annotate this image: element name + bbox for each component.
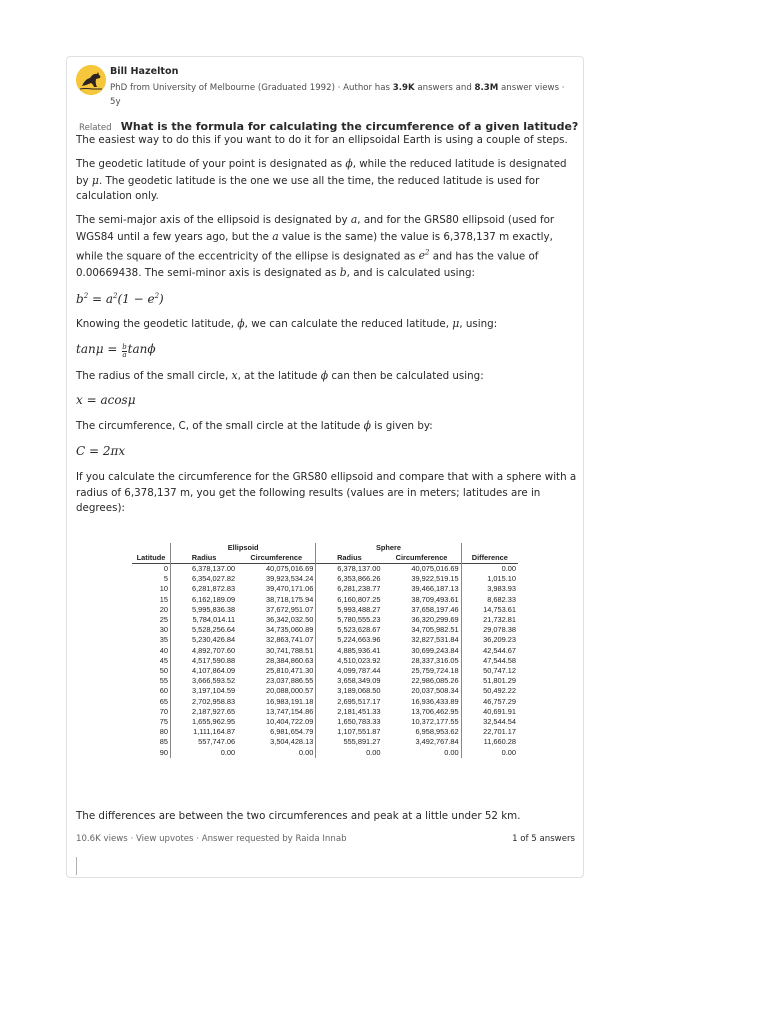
views-count-link: 10.6K views xyxy=(76,834,128,844)
table-cell: 50,492.22 xyxy=(461,686,518,696)
paragraph-5: The radius of the small circle, x, at the latitude ϕ can then be calculated using: xyxy=(76,368,484,382)
table-cell: 0.00 xyxy=(171,748,238,758)
table-cell: 6,378,137.00 xyxy=(171,564,238,575)
question-title[interactable]: What is the formula for calculating the circumference of a given latitude? xyxy=(120,120,579,133)
table-cell: 6,353,866.26 xyxy=(316,574,383,584)
table-cell: 34,705,982.51 xyxy=(411,625,459,635)
table-cell: 30,741,788.51 xyxy=(266,645,314,655)
table-cell: 37,672,951.07 xyxy=(266,604,314,614)
table-row xyxy=(132,666,518,676)
table-cell: 4,510,023.92 xyxy=(316,656,383,666)
table-cell: 16,983,191.18 xyxy=(266,696,314,706)
formula-circumference: C = 2πx xyxy=(76,443,126,458)
answer-card xyxy=(66,56,584,878)
header-difference: Difference xyxy=(461,553,518,564)
table-cell: 29,078.38 xyxy=(461,625,518,635)
table-cell: 39,470,171.06 xyxy=(266,584,314,594)
phi-symbol: ϕ xyxy=(345,156,353,170)
table-cell: 39,923,534.24 xyxy=(266,574,314,584)
table-cell: 46,757.29 xyxy=(461,697,518,707)
table-cell: 8,682.33 xyxy=(461,595,518,605)
table-row xyxy=(132,656,518,666)
table-row xyxy=(132,595,518,605)
table-cell: 70 xyxy=(159,706,168,716)
table-cell: 20,088,000.57 xyxy=(266,686,314,696)
table-cell: 0.00 xyxy=(316,748,383,758)
table-row xyxy=(132,727,518,737)
table-cell: 40,075,016.69 xyxy=(266,564,314,573)
table-row xyxy=(132,717,518,727)
table-row xyxy=(132,676,518,686)
table-cell: 6,378,137.00 xyxy=(316,564,383,575)
table-cell: 40 xyxy=(159,645,168,655)
table-cell: 3,189,068.50 xyxy=(316,686,383,696)
table-cell: 0.00 xyxy=(444,747,459,757)
table-cell: 14,753.61 xyxy=(461,605,518,615)
table-cell: 1,107,551.87 xyxy=(316,727,383,737)
author-avatar[interactable] xyxy=(76,65,106,95)
table-cell: 42,544.67 xyxy=(461,646,518,656)
table-cell: 5,784,014.11 xyxy=(171,615,238,625)
table-cell: 60 xyxy=(159,686,168,696)
table-cell: 2,187,927.65 xyxy=(171,707,238,717)
table-cell: 3,504,428.13 xyxy=(270,737,314,747)
table-cell: 40,075,016.69 xyxy=(411,564,459,573)
table-cell: 34,735,060.89 xyxy=(266,625,314,635)
table-cell: 22,701.17 xyxy=(461,727,518,737)
e-squared-symbol: $e^2$ xyxy=(418,248,430,263)
table-cell: 21,732.81 xyxy=(461,615,518,625)
table-cell: 47,544.58 xyxy=(461,656,518,666)
table-cell: 55 xyxy=(159,676,168,686)
table-cell: 23,037,886.55 xyxy=(266,676,314,686)
answer-body xyxy=(76,133,578,517)
table-cell: 50,747.12 xyxy=(461,666,518,676)
table-cell: 4,099,787.44 xyxy=(316,666,383,676)
table-cell: 3,666,593.52 xyxy=(171,676,238,686)
table-cell: 11,660.28 xyxy=(461,737,518,747)
table-cell: 1,111,164.87 xyxy=(171,727,238,737)
table-cell: 22,986,085.26 xyxy=(411,676,459,686)
table-cell: 16,936,433.89 xyxy=(411,696,459,706)
cred-suffix: answer views · 5y xyxy=(110,83,565,107)
table-row xyxy=(132,646,518,656)
table-cell: 4,517,590.88 xyxy=(171,656,238,666)
table-row xyxy=(132,697,518,707)
paragraph-6: The circumference, C, of the small circle at the latitude ϕ is given by: xyxy=(76,419,433,433)
table-cell: 5,224,663.96 xyxy=(316,635,383,645)
table-cell: 1,650,783.33 xyxy=(316,717,383,727)
table-cell: 0 xyxy=(163,564,168,573)
table-cell: 10 xyxy=(159,584,168,594)
header-sphere-radius: Radius xyxy=(316,553,383,564)
formula-semi-minor-axis: $b^2 = a^2(1 - e^2)$ xyxy=(76,291,164,306)
comment-input-caret[interactable] xyxy=(76,857,77,875)
results-table-image xyxy=(132,543,518,799)
table-cell: 5,528,256.64 xyxy=(171,625,238,635)
paragraph-1: The easiest way to do this if you want to do it for an ellipsoidal Earth is using a couple of steps. xyxy=(76,134,568,146)
table-cell: 51,801.29 xyxy=(461,676,518,686)
table-cell: 5,523,628.67 xyxy=(316,625,383,635)
views-count: 8.3M xyxy=(474,83,499,93)
table-cell: 35 xyxy=(159,635,168,645)
table-cell: 65 xyxy=(159,696,168,706)
table-cell: 1,015.10 xyxy=(461,574,518,584)
table-cell: 1,655,962.95 xyxy=(171,717,238,727)
table-row xyxy=(132,748,518,758)
table-cell: 28,384,860.63 xyxy=(266,655,314,665)
table-cell: 38,718,175.94 xyxy=(266,594,314,604)
related-label: Related xyxy=(79,123,112,133)
paragraph-7: If you calculate the circumference for the GRS80 ellipsoid and compare that with a sphere with a radius of 6,378,137 m, you get the following results (values are in meters; latitudes are in degrees): xyxy=(76,470,577,515)
table-cell: 37,658,197.46 xyxy=(411,604,459,614)
formula-small-circle-radius: x = acosμ xyxy=(76,393,136,408)
table-cell: 40,691.91 xyxy=(461,707,518,717)
table-cell: 75 xyxy=(159,717,168,727)
table-cell: 2,181,451.33 xyxy=(316,707,383,717)
table-cell: 20,037,508.34 xyxy=(411,686,459,696)
paragraph-8: The differences are between the two circumferences and peak at a little under 52 km. xyxy=(76,810,521,822)
table-cell: 5,993,488.27 xyxy=(316,605,383,615)
header-sphere-circumference: Circumference xyxy=(395,553,448,562)
table-cell: 555,891.27 xyxy=(316,737,383,747)
table-cell: 6,281,872.83 xyxy=(171,584,238,594)
table-cell: 4,892,707.60 xyxy=(171,646,238,656)
table-row xyxy=(132,707,518,717)
table-cell: 30,699,243.84 xyxy=(411,645,459,655)
table-cell: 28,337,316.05 xyxy=(411,655,459,665)
table-cell: 6,162,189.09 xyxy=(171,595,238,605)
table-cell: 39,466,187.13 xyxy=(411,584,459,594)
table-cell: 6,160,807.25 xyxy=(316,595,383,605)
table-cell: 6,281,238.77 xyxy=(316,584,383,594)
mu-symbol: μ xyxy=(91,173,99,187)
table-cell: 32,827,531.84 xyxy=(411,635,459,645)
table-row xyxy=(132,686,518,696)
results-table xyxy=(132,543,518,758)
table-cell: 13,706,462.95 xyxy=(411,706,459,716)
group-header-ellipsoid: Ellipsoid xyxy=(171,543,316,553)
table-cell: 10,372,177.55 xyxy=(411,717,459,727)
table-cell: 557,747.06 xyxy=(171,737,238,747)
table-cell: 20 xyxy=(159,604,168,614)
group-header-sphere: Sphere xyxy=(316,543,461,553)
table-cell: 36,209.23 xyxy=(461,635,518,645)
answers-count: 3.9K xyxy=(392,83,415,93)
paragraph-2: The geodetic latitude of your point is designated as ϕ, while the reduced latitude is designated by μ. The geodetic latitude is the one we use all the time, the reduced latitude is used for calculation only. xyxy=(76,156,567,203)
table-cell: 4,107,864.09 xyxy=(171,666,238,676)
table-row xyxy=(132,625,518,635)
formula-reduced-latitude: tanμ = $\frac{b}{a}$ tanϕ xyxy=(76,341,156,359)
table-cell: 3,197,104.59 xyxy=(171,686,238,696)
paragraph-3: The semi-major axis of the ellipsoid is designated by a, and for the GRS80 ellipsoid (used for WGS84 until a few years ago, but the a value is the same) the value is 6,378,137 m exactly, while the square of the eccentricity of the ellipse is designated as $e^2$ and has the value of 0.00669438. The semi-minor axis is designated as b, and is calculated using: xyxy=(76,213,555,280)
requester-link[interactable]: Raida Innab xyxy=(295,834,347,844)
table-cell: 36,342,032.50 xyxy=(266,615,314,625)
table-cell: 90 xyxy=(159,747,168,757)
table-cell: 3,492,767.84 xyxy=(415,737,459,747)
header-ellipsoid-radius: Radius xyxy=(171,553,238,564)
table-cell: 13,747,154.86 xyxy=(266,706,314,716)
table-cell: 25,759,724.18 xyxy=(411,666,459,676)
answer-count: 1 of 5 answers xyxy=(512,834,575,844)
table-cell: 3,658,349.09 xyxy=(316,676,383,686)
table-row xyxy=(132,615,518,625)
author-credentials xyxy=(110,81,570,109)
table-row xyxy=(132,564,518,575)
cred-mid: answers and xyxy=(414,83,475,93)
kangaroo-logo-icon xyxy=(76,65,106,95)
paragraph-4: Knowing the geodetic latitude, ϕ, we can calculate the reduced latitude, μ, using: xyxy=(76,316,498,330)
table-cell: 6,958,953.62 xyxy=(415,727,459,737)
table-cell: 36,320,299.69 xyxy=(411,615,459,625)
table-cell: 2,695,517.17 xyxy=(316,697,383,707)
header-ellipsoid-circumference: Circumference xyxy=(250,553,303,562)
related-question-row xyxy=(79,115,578,134)
table-cell: 5,230,426.84 xyxy=(171,635,238,645)
table-row xyxy=(132,635,518,645)
table-cell: 3,983.93 xyxy=(461,584,518,594)
answer-meta: 10.6K views · View upvotes · Answer requested by Raida Innab xyxy=(76,834,347,844)
table-row xyxy=(132,605,518,615)
table-cell: 80 xyxy=(159,727,168,737)
table-cell: 45 xyxy=(159,655,168,665)
table-cell: 25,810,471.30 xyxy=(266,666,314,676)
table-cell: 2,702,958.83 xyxy=(171,697,238,707)
table-cell: 5,995,836.38 xyxy=(171,605,238,615)
table-cell: 32,863,741.07 xyxy=(266,635,314,645)
table-cell: 0.00 xyxy=(461,564,518,575)
table-cell: 6,981,654.79 xyxy=(270,727,314,737)
cred-prefix: PhD from University of Melbourne (Graduated 1992) · Author has xyxy=(110,83,393,93)
table-cell: 32,544.54 xyxy=(461,717,518,727)
table-cell: 85 xyxy=(159,737,168,747)
table-cell: 39,922,519.15 xyxy=(411,574,459,584)
table-cell: 10,404,722.09 xyxy=(266,717,314,727)
table-cell: 25 xyxy=(159,615,168,625)
table-cell: 0.00 xyxy=(461,748,518,758)
table-cell: 38,709,493.61 xyxy=(411,594,459,604)
header-latitude: Latitude xyxy=(136,553,166,562)
table-cell: 50 xyxy=(159,666,168,676)
table-cell: 5,780,555.23 xyxy=(316,615,383,625)
table-cell: 30 xyxy=(159,625,168,635)
table-cell: 0.00 xyxy=(298,747,314,757)
table-row xyxy=(132,737,518,747)
table-cell: 6,354,027.82 xyxy=(171,574,238,584)
table-row xyxy=(132,584,518,594)
table-cell: 15 xyxy=(159,594,168,604)
author-name[interactable]: Bill Hazelton xyxy=(110,66,179,77)
view-upvotes-link[interactable]: View upvotes xyxy=(135,834,194,844)
table-cell: 4,885,936.41 xyxy=(316,646,383,656)
table-cell: 5 xyxy=(163,574,168,584)
table-row xyxy=(132,574,518,584)
